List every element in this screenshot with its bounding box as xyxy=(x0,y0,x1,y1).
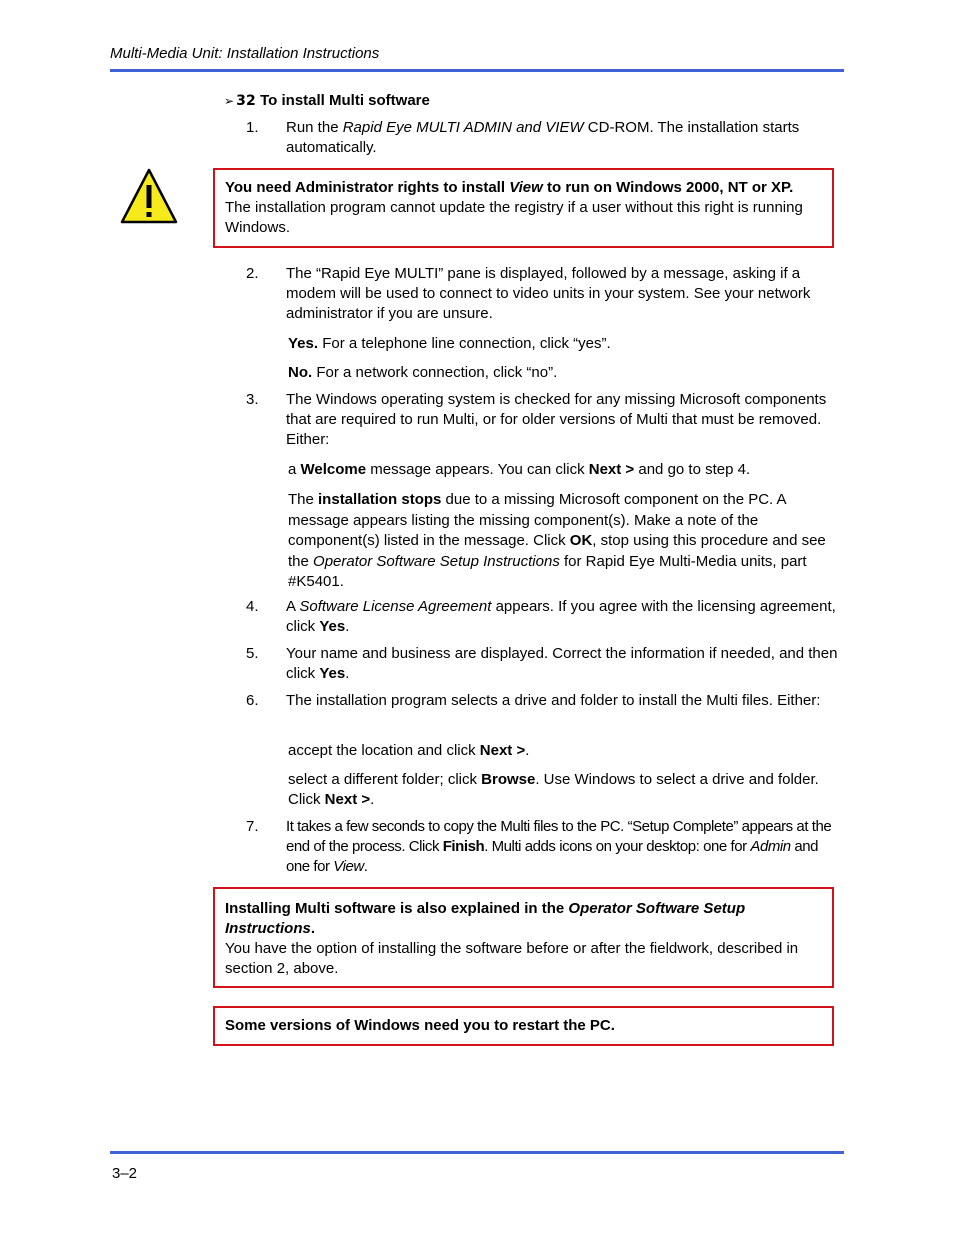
admin-rights-note xyxy=(213,168,834,248)
procedure-number: 32 xyxy=(236,93,256,109)
note-text: The installation program cannot update the registry if a user without this right is running Windows. xyxy=(225,199,803,236)
step-2-option-yes: Yes. For a telephone line connection, click “yes”. xyxy=(288,335,611,352)
step-number: 6. xyxy=(246,692,259,709)
step-text: The installation program selects a drive and folder to install the Multi files. Either: xyxy=(286,692,821,709)
warning-triangle-icon xyxy=(120,168,178,224)
note-heading: Installing Multi software is also explained in the Operator Software Setup Instructions. xyxy=(225,900,746,937)
step-text: A Software License Agreement appears. If you agree with the licensing agreement, click Yes. xyxy=(286,598,836,635)
step-6-option-a: accept the location and click Next >. xyxy=(288,742,530,759)
step-number: 3. xyxy=(246,391,259,408)
step-3-option-a: a Welcome message appears. You can click Next > and go to step 4. xyxy=(288,461,751,478)
procedure-title: To install Multi software xyxy=(260,92,430,109)
step-number: 7. xyxy=(246,818,259,835)
step-6-option-b: select a different folder; click Browse. Use Windows to select a drive and folder. Click Next >. xyxy=(288,771,819,808)
step-number: 1. xyxy=(246,119,259,136)
footer-rule xyxy=(110,1151,844,1154)
restart-note: Some versions of Windows need you to restart the PC. xyxy=(213,1006,834,1046)
also-explained-note xyxy=(213,887,834,988)
step-text: The Windows operating system is checked for any missing Microsoft components that are required to run Multi, or for older versions of Multi that must be removed. Either: xyxy=(286,391,827,448)
header-rule xyxy=(110,69,844,72)
step-3-option-b: The installation stops due to a missing Microsoft component on the PC. A message appears listing the missing component(s). Make a note of the component(s) listed in the message. Click OK, stop using this procedure and see the Operator Software Setup Instructions for Rapid Eye Multi-Media units, part #K5401. xyxy=(288,491,826,590)
step-number: 4. xyxy=(246,598,259,615)
step-number: 2. xyxy=(246,265,259,282)
step-text: Your name and business are displayed. Correct the information if needed, and then click Yes. xyxy=(286,645,838,682)
note-text: You have the option of installing the software before or after the fieldwork, described in section 2, above. xyxy=(225,940,799,977)
step-text: Run the Rapid Eye MULTI ADMIN and VIEW CD-ROM. The installation starts automatically. xyxy=(286,119,800,156)
step-2-option-no: No. For a network connection, click “no”. xyxy=(288,364,558,381)
step-number: 5. xyxy=(246,645,259,662)
note-heading: You need Administrator rights to install View to run on Windows 2000, NT or XP. xyxy=(225,179,794,196)
step-text: The “Rapid Eye MULTI” pane is displayed, followed by a message, asking if a modem will be used to connect to video units in your system. See your network administrator if you are unsure. xyxy=(286,265,811,322)
page-number: 3–2 xyxy=(112,1165,138,1182)
step-text: It takes a few seconds to copy the Multi files to the PC. “Setup Complete” appears at the end of the process. Click Finish. Multi adds icons on your desktop: one for Admin and one for View. xyxy=(286,818,832,875)
running-header: Multi-Media Unit: Installation Instructions xyxy=(110,45,380,62)
arrow-bullet-icon: ➢ xyxy=(224,94,235,108)
procedure-heading xyxy=(224,92,430,109)
